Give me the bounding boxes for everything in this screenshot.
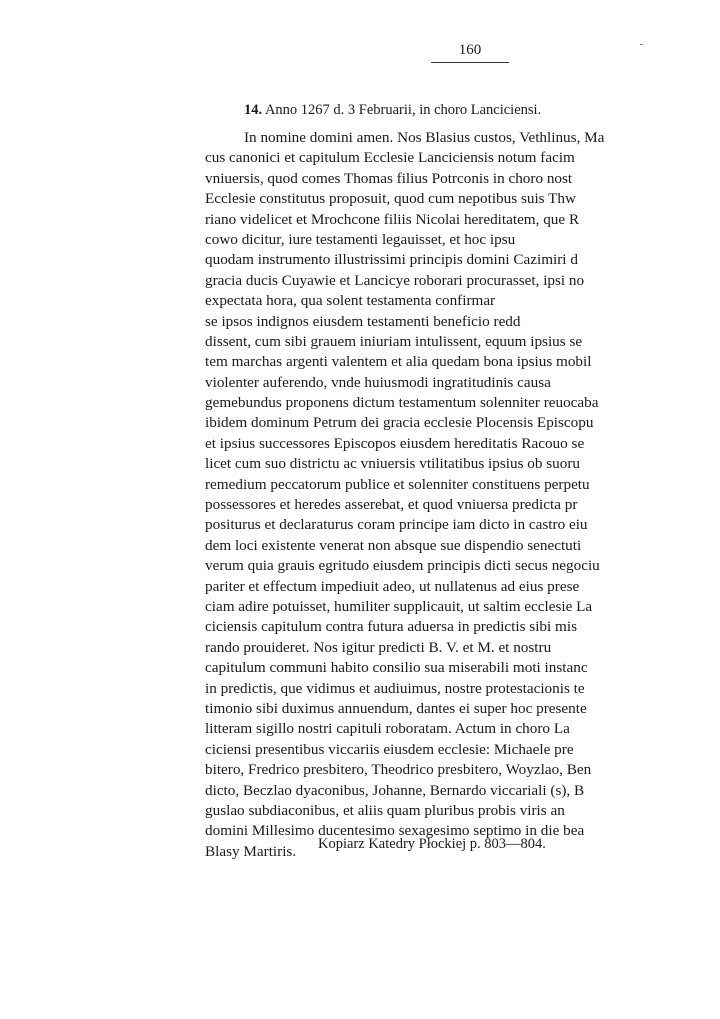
body-line: in predictis, que vidimus et audiuimus, nostre protestacionis te bbox=[205, 679, 585, 697]
body-line: verum quia grauis egritudo eiusdem principis dicti secus negociu bbox=[205, 557, 600, 575]
body-line: litteram sigillo nostri capituli roboratam. Actum in choro La bbox=[205, 720, 570, 738]
source-citation: Kopiarz Katedry Płockiej p. 803—804. bbox=[318, 836, 546, 852]
body-line: pariter et effectum impediuit adeo, ut nullatenus ad eius prese bbox=[205, 577, 580, 595]
document-number: 14. bbox=[244, 102, 263, 118]
body-line: vniuersis, quod comes Thomas filius Potrconis in choro nost bbox=[205, 169, 573, 187]
scan-speck bbox=[640, 44, 643, 45]
body-line: Blasy Martiris. bbox=[205, 842, 297, 860]
body-line: timonio sibi duximus annuendum, dantes ei super hoc presente bbox=[205, 699, 587, 717]
body-line: et ipsius successores Episcopos eiusdem hereditatis Racouo se bbox=[205, 434, 585, 452]
body-line: expectata hora, qua solent testamenta confirmar bbox=[205, 292, 496, 310]
body-line: dicto, Beczlao dyaconibus, Johanne, Bernardo viccariali (s), B bbox=[205, 781, 585, 799]
body-line: cowo dicitur, iure testamenti legauisset, et hoc ipsu bbox=[205, 230, 516, 248]
body-line: positurus et declaraturus coram principe iam dicto in castro eiu bbox=[205, 516, 588, 534]
body-line: ciciensis capitulum contra futura aduersa in predictis sibi mis bbox=[205, 618, 577, 636]
body-line: remedium peccatorum publice et solenniter constituens perpetu bbox=[205, 475, 590, 493]
body-line: dem loci existente venerat non absque sue dispendio senectuti bbox=[205, 536, 582, 554]
document-date-place: Anno 1267 d. 3 Februarii, in choro Lanciciensi. bbox=[262, 102, 542, 118]
body-line: Ecclesie constitutus proposuit, quod cum nepotibus suis Thw bbox=[205, 190, 576, 208]
body-line: capitulum communi habito consilio sua miserabili moti instanc bbox=[205, 659, 588, 677]
body-line: tem marchas argenti valentem et alia quedam bona ipsius mobil bbox=[205, 353, 592, 371]
body-line: se ipsos indignos eiusdem testamenti beneficio redd bbox=[205, 312, 521, 330]
page-number: 160 bbox=[458, 42, 482, 58]
body-line: quodam instrumento illustrissimi principis domini Cazimiri d bbox=[205, 251, 578, 269]
body-line: ciciensi presentibus viccariis eiusdem ecclesie: Michaele pre bbox=[205, 740, 574, 758]
body-line: licet cum suo districtu ac vniuersis vtilitatibus ipsius ob suoru bbox=[205, 455, 581, 473]
body-line: dissent, cum sibi grauem iniuriam intulissent, equum ipsius se bbox=[205, 332, 583, 350]
body-line: ibidem dominum Petrum dei gracia ecclesie Plocensis Episcopu bbox=[205, 414, 594, 432]
page-number-rule bbox=[431, 62, 509, 63]
document-body bbox=[205, 128, 720, 862]
body-line: guslao subdiaconibus, et aliis quam pluribus probis viris an bbox=[205, 801, 565, 819]
body-line: cus canonici et capitulum Ecclesie Lanciciensis notum facim bbox=[205, 149, 575, 167]
body-line: violenter auferendo, vnde huiusmodi ingratitudinis causa bbox=[205, 373, 551, 391]
body-line: ciam adire potuisset, humiliter supplicauit, ut saltim ecclesie La bbox=[205, 597, 593, 615]
body-line: rando prouideret. Nos igitur predicti B. V. et M. et nostru bbox=[205, 638, 552, 656]
body-line: bitero, Fredrico presbitero, Theodrico presbitero, Woyzlao, Ben bbox=[205, 761, 592, 779]
body-line: possessores et heredes asserebat, et quod vniuersa predicta pr bbox=[205, 496, 578, 514]
document-heading bbox=[244, 101, 541, 119]
body-line: gracia ducis Cuyawie et Lancicye roborari procurasset, ipsi no bbox=[205, 271, 585, 289]
body-line: domini Millesimo ducentesimo sexagesimo septimo in die bea bbox=[205, 822, 585, 840]
body-line: riano videlicet et Mrochcone filiis Nicolai hereditatem, que R bbox=[205, 210, 580, 228]
body-line: In nomine domini amen. Nos Blasius custos, Vethlinus, Ma bbox=[244, 129, 605, 146]
body-line: gemebundus proponens dictum testamentum solenniter reuocaba bbox=[205, 394, 599, 412]
